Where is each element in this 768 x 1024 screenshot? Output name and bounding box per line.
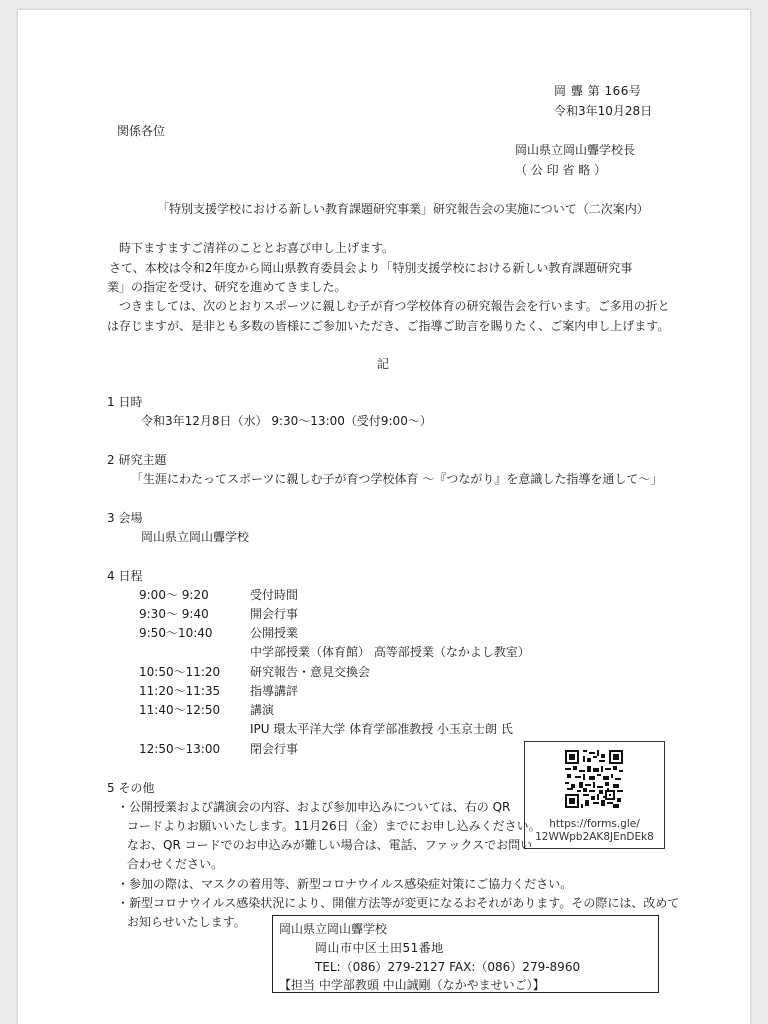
note-3-line-2: お知らせいたします。	[127, 915, 246, 929]
paragraph-3-line-1: つきましては、次のとおりスポーツに親しむ子が育つ学校体育の研究報告会を行います。ご多用の折と	[119, 299, 670, 313]
note-3-line-1: ・新型コロナウイルス感染状況により、開催方法等が変更になるおそれがあります。その際には、改めて	[117, 896, 680, 910]
seal-omitted-note: （ 公 印 省 略 ）	[515, 163, 607, 177]
contact-school: 岡山県立岡山聾学校	[279, 922, 388, 936]
qr-code-image[interactable]	[565, 750, 623, 808]
section-2-theme: 「生涯にわたってスポーツに親しむ子が育つ学校体育 ～『つながり』を意識した指導を通して～」	[131, 472, 663, 486]
section-4-heading: 4 日程	[107, 569, 143, 583]
schedule-item: 受付時間	[250, 588, 299, 602]
note-1-line-4: 合わせください。	[127, 857, 224, 871]
schedule-item: 指導講評	[250, 684, 299, 698]
section-3-heading: 3 会場	[107, 511, 143, 525]
section-5-heading: 5 その他	[107, 781, 155, 795]
qr-url-line-2[interactable]: 12WWpb2AK8JEnDEk8	[535, 831, 654, 843]
note-2: ・参加の際は、マスクの着用等、新型コロナウイルス感染症対策にご協力ください。	[117, 877, 573, 891]
schedule-item: 研究報告・意見交換会	[250, 665, 371, 679]
contact-address: 岡山市中区土田51番地	[315, 941, 444, 955]
document-number: 岡 聾 第 166号	[554, 84, 642, 98]
section-1-datetime: 令和3年12月8日（水） 9:30～13:00（受付9:00～）	[141, 414, 432, 428]
schedule-time: 9:00～ 9:20	[139, 588, 209, 602]
ki-heading: 記	[377, 357, 390, 371]
schedule-time: 9:50～10:40	[139, 626, 213, 640]
section-1-heading: 1 日時	[107, 395, 143, 409]
qr-url-line-1[interactable]: https://forms.gle/	[549, 818, 640, 830]
section-2-heading: 2 研究主題	[107, 453, 167, 467]
document-page	[18, 10, 750, 1024]
note-1-line-1: ・公開授業および講演会の内容、および参加申込みについては、右の QR	[117, 800, 511, 814]
contact-person: 【担当 中学部教頭 中山誠剛（なかやませいご）】	[279, 978, 545, 992]
schedule-time: 10:50～11:20	[139, 665, 221, 679]
schedule-item: 閉会行事	[250, 742, 299, 756]
sender: 岡山県立岡山聾学校長	[515, 143, 636, 157]
schedule-time: 9:30～ 9:40	[139, 607, 209, 621]
document-title: 「特別支援学校における新しい教育課題研究事業」研究報告会の実施について（二次案内）	[157, 202, 649, 216]
note-1-line-3: なお、QR コードでのお申込みが難しい場合は、電話、ファックスでお問い	[127, 838, 533, 852]
schedule-item: 開会行事	[250, 607, 299, 621]
schedule-item-detail: 中学部授業（体育館） 高等部授業（なかよし教室）	[250, 645, 530, 659]
schedule-item: 公開授業	[250, 626, 299, 640]
schedule-time: 11:20～11:35	[139, 684, 221, 698]
document-date: 令和3年10月28日	[554, 104, 653, 118]
schedule-item: 講演	[250, 703, 275, 717]
schedule-item-detail: IPU 環太平洋大学 体育学部准教授 小玉京士朗 氏	[250, 722, 513, 736]
paragraph-2-line-1: さて、本校は令和2年度から岡山県教育委員会より「特別支援学校における新しい教育課題研究事	[109, 261, 633, 275]
recipient: 関係各位	[117, 124, 166, 138]
paragraph-3-line-2: は存じますが、是非とも多数の皆様にご参加いただき、ご指導ご助言を賜りたく、ご案内申し上げます。	[107, 319, 670, 333]
qr-code-box[interactable]	[524, 741, 665, 849]
contact-box	[272, 915, 659, 993]
greeting-paragraph: 時下ますますご清祥のこととお喜び申し上げます。	[119, 241, 395, 255]
schedule-time: 11:40～12:50	[139, 703, 221, 717]
note-1-line-2: コードよりお願いいたします。11月26日（金）までにお申し込みください。	[127, 819, 541, 833]
paragraph-2-line-2: 業」の指定を受け、研究を進めてきました。	[107, 280, 347, 294]
schedule-time: 12:50～13:00	[139, 742, 221, 756]
section-3-venue: 岡山県立岡山聾学校	[141, 530, 250, 544]
contact-tel-fax: TEL:（086）279-2127 FAX:（086）279-8960	[315, 960, 581, 974]
